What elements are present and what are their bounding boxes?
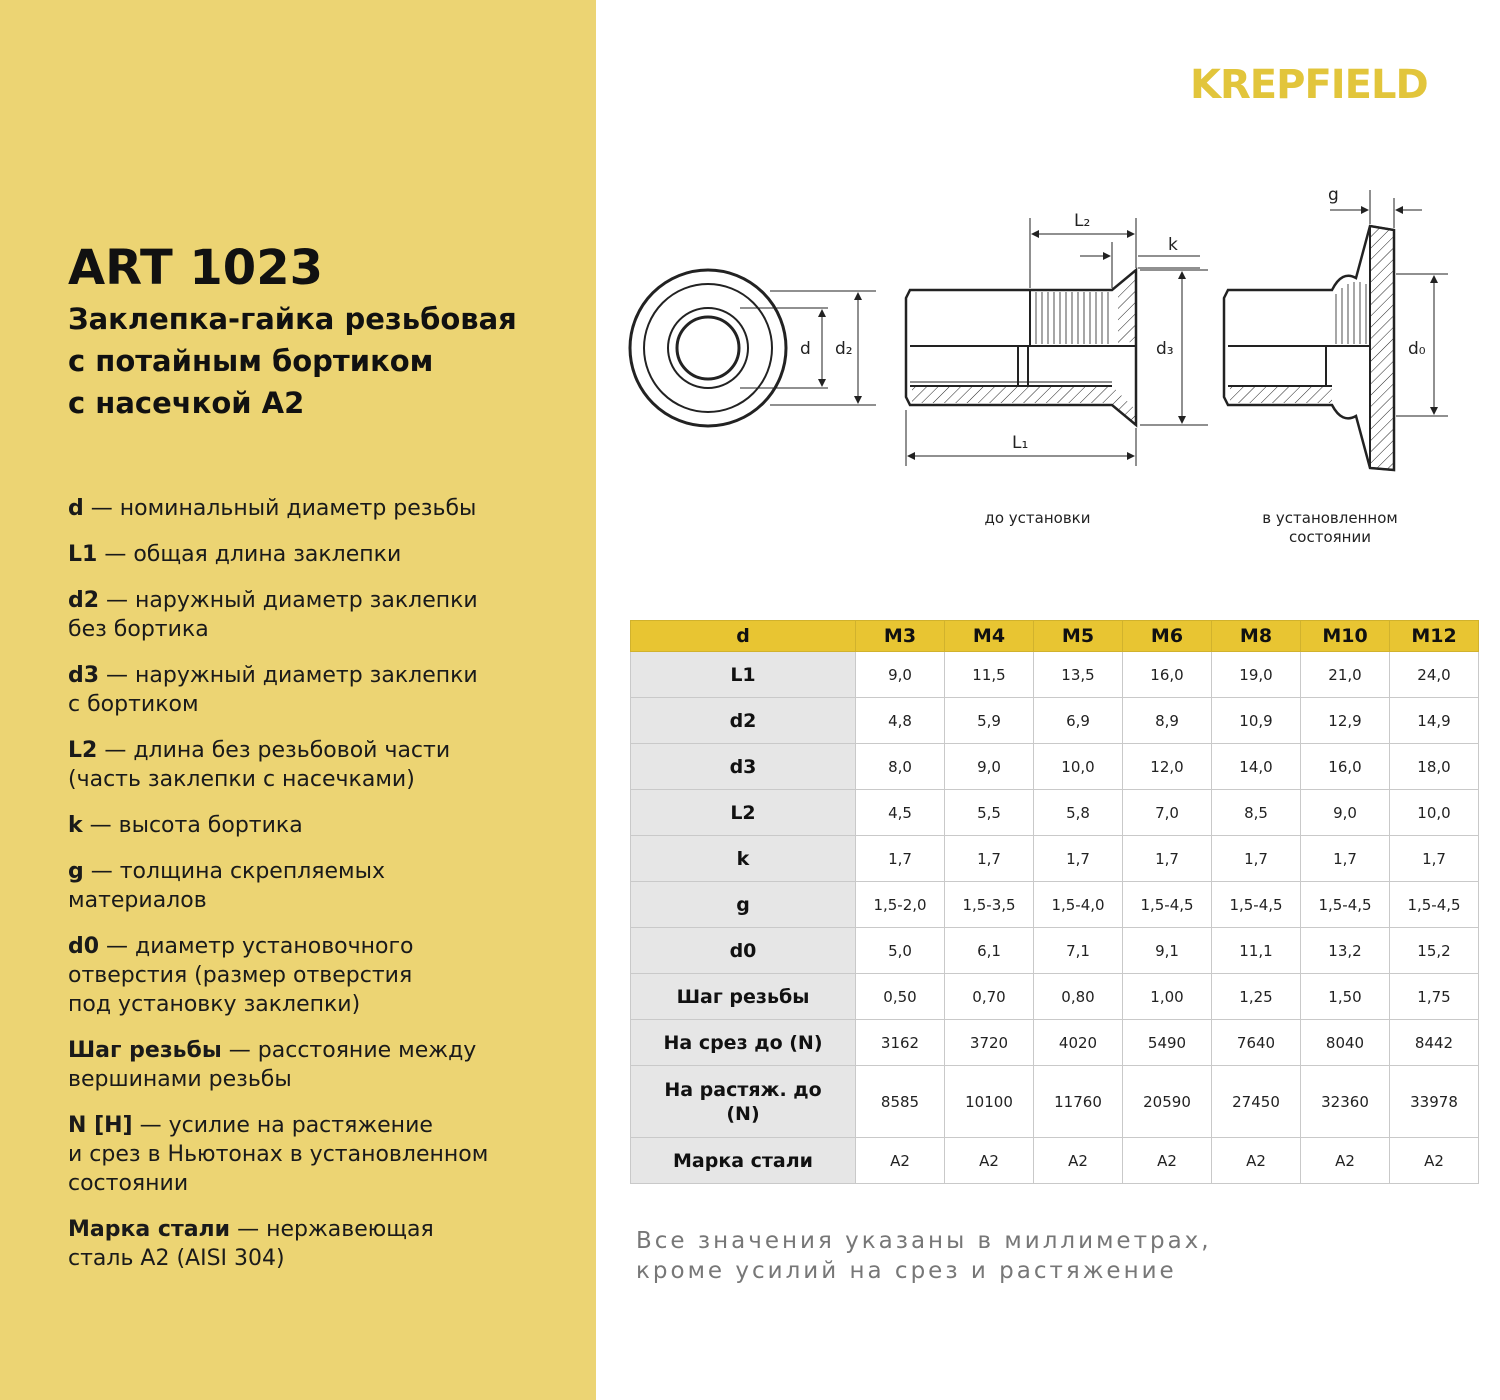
definition-text: — наружный диаметр заклепки (99, 663, 478, 688)
table-cell: 5,5 (945, 790, 1034, 836)
table-cell: 5,9 (945, 698, 1034, 744)
definition-line (68, 765, 588, 794)
table-cell: 1,5-4,5 (1212, 882, 1301, 928)
units-note (636, 1226, 1212, 1286)
definition-text: — усилие на растяжение (132, 1113, 433, 1138)
note-line: Все значения указаны в миллиметрах, (636, 1228, 1212, 1254)
table-cell: 5490 (1123, 1020, 1212, 1066)
caption-after-line: состоянии (1289, 528, 1371, 546)
table-cell: 1,7 (1301, 836, 1390, 882)
definition-text: под установку заклепки) (68, 992, 361, 1017)
table-cell: 16,0 (1123, 652, 1212, 698)
table-cell: 1,00 (1123, 974, 1212, 1020)
table-row (631, 698, 1479, 744)
caption-before-text: до установки (984, 509, 1091, 527)
table-cell: 15,2 (1390, 928, 1479, 974)
definition-text: — расстояние между (221, 1038, 477, 1063)
table-header-row (631, 621, 1479, 652)
definition-term: L2 (68, 738, 98, 763)
table-cell: 1,7 (856, 836, 945, 882)
table-cell: 21,0 (1301, 652, 1390, 698)
table-cell: 8,5 (1212, 790, 1301, 836)
definition-line (68, 1111, 588, 1140)
header-cell: M6 (1123, 621, 1212, 652)
definition-line (68, 990, 588, 1019)
row-label: g (631, 882, 856, 928)
label-g: g (1328, 185, 1339, 205)
table-cell: 3162 (856, 1020, 945, 1066)
definition-term: d (68, 496, 84, 521)
table-cell: 8040 (1301, 1020, 1390, 1066)
table-cell: 11760 (1034, 1066, 1123, 1138)
row-label: На растяж. до (N) (631, 1066, 856, 1138)
table-cell: 9,0 (945, 744, 1034, 790)
table-cell: 14,0 (1212, 744, 1301, 790)
definition-item (68, 540, 588, 569)
definition-line (68, 661, 588, 690)
table-cell: 1,7 (1390, 836, 1479, 882)
table-cell: 4,8 (856, 698, 945, 744)
table-cell: 8585 (856, 1066, 945, 1138)
table-cell: 14,9 (1390, 698, 1479, 744)
definition-item (68, 494, 588, 523)
definition-text: без бортика (68, 617, 209, 642)
table-cell: 9,0 (1301, 790, 1390, 836)
definition-line (68, 932, 588, 961)
table-row (631, 1020, 1479, 1066)
subtitle-line: с насечкой А2 (68, 386, 305, 420)
product-title (68, 298, 588, 424)
caption-after-line: в установленном (1262, 509, 1398, 527)
label-L1: L₁ (1012, 433, 1029, 453)
label-k: k (1168, 235, 1178, 255)
table-cell: 8,0 (856, 744, 945, 790)
definition-line (68, 1036, 588, 1065)
table-cell: 19,0 (1212, 652, 1301, 698)
definition-item (68, 586, 588, 644)
brand-logo: KREPFIELD (1190, 62, 1428, 108)
side-view-before (906, 270, 1136, 425)
definition-item (68, 1215, 588, 1273)
definition-item (68, 857, 588, 915)
row-label: Шаг резьбы (631, 974, 856, 1020)
definition-line (68, 811, 588, 840)
table-cell: 1,5-4,5 (1390, 882, 1479, 928)
table-cell: 1,7 (1212, 836, 1301, 882)
header-cell: M4 (945, 621, 1034, 652)
table-cell: 9,1 (1123, 928, 1212, 974)
label-d: d (800, 339, 811, 359)
definition-line (68, 1244, 588, 1273)
table-row (631, 1066, 1479, 1138)
definition-line (68, 886, 588, 915)
row-label: Марка стали (631, 1138, 856, 1184)
header-cell: M3 (856, 621, 945, 652)
table-cell: 7640 (1212, 1020, 1301, 1066)
definition-text: с бортиком (68, 692, 199, 717)
definition-term: d2 (68, 588, 100, 613)
table-cell: A2 (1390, 1138, 1479, 1184)
table-cell: 3720 (945, 1020, 1034, 1066)
definition-term: N [Н] (68, 1113, 133, 1138)
table-row (631, 1138, 1479, 1184)
definition-line (68, 857, 588, 886)
definition-text: (часть заклепки с насечками) (68, 767, 415, 792)
header-cell: M12 (1390, 621, 1479, 652)
definition-line (68, 961, 588, 990)
row-label: d0 (631, 928, 856, 974)
definition-line (68, 1169, 588, 1198)
caption-before (950, 509, 1125, 528)
table-cell: 4,5 (856, 790, 945, 836)
label-d0: d₀ (1408, 339, 1426, 359)
definition-term: d3 (68, 663, 100, 688)
header-cell: M8 (1212, 621, 1301, 652)
row-label: d3 (631, 744, 856, 790)
definition-text: — длина без резьбовой части (97, 738, 451, 763)
definition-term: Марка стали (68, 1217, 231, 1242)
table-cell: A2 (1123, 1138, 1212, 1184)
table-cell: A2 (945, 1138, 1034, 1184)
definition-text: состоянии (68, 1171, 189, 1196)
product-code: ART 1023 (68, 240, 323, 296)
table-cell: 1,7 (1034, 836, 1123, 882)
table-cell: 1,7 (945, 836, 1034, 882)
definition-item (68, 736, 588, 794)
definition-text: — толщина скрепляемых (83, 859, 386, 884)
table-cell: 1,5-3,5 (945, 882, 1034, 928)
table-cell: 1,5-4,5 (1123, 882, 1212, 928)
definition-line (68, 540, 588, 569)
table-cell: 20590 (1123, 1066, 1212, 1138)
definition-line (68, 690, 588, 719)
table-cell: 8,9 (1123, 698, 1212, 744)
row-label: k (631, 836, 856, 882)
definition-text: материалов (68, 888, 207, 913)
label-d3: d₃ (1156, 339, 1174, 359)
table-cell: 0,70 (945, 974, 1034, 1020)
table-cell: 1,25 (1212, 974, 1301, 1020)
definition-term: d0 (68, 934, 100, 959)
table-cell: 7,0 (1123, 790, 1212, 836)
definition-text: — диаметр установочного (99, 934, 414, 959)
table-row (631, 974, 1479, 1020)
table-cell: 1,75 (1390, 974, 1479, 1020)
table-cell: 33978 (1390, 1066, 1479, 1138)
definition-line (68, 494, 588, 523)
table-cell: 1,5-4,5 (1301, 882, 1390, 928)
table-cell: 1,5-2,0 (856, 882, 945, 928)
row-label: L1 (631, 652, 856, 698)
table-cell: 11,1 (1212, 928, 1301, 974)
table-row (631, 744, 1479, 790)
table-cell: 12,9 (1301, 698, 1390, 744)
definition-line (68, 1215, 588, 1244)
subtitle-line: с потайным бортиком (68, 344, 434, 378)
table-cell: 0,50 (856, 974, 945, 1020)
table-cell: 11,5 (945, 652, 1034, 698)
row-label: d2 (631, 698, 856, 744)
table-row (631, 836, 1479, 882)
table-cell: 12,0 (1123, 744, 1212, 790)
table-cell: 1,7 (1123, 836, 1212, 882)
definition-line (68, 1065, 588, 1094)
row-label: L2 (631, 790, 856, 836)
table-cell: 1,50 (1301, 974, 1390, 1020)
table-cell: 5,0 (856, 928, 945, 974)
definition-text: и срез в Ньютонах в установленном (68, 1142, 489, 1167)
table-cell: 6,9 (1034, 698, 1123, 744)
table-cell: 8442 (1390, 1020, 1479, 1066)
table-cell: 1,5-4,0 (1034, 882, 1123, 928)
table-cell: 5,8 (1034, 790, 1123, 836)
table-cell: A2 (1034, 1138, 1123, 1184)
definition-text: сталь А2 (AISI 304) (68, 1246, 285, 1271)
table-cell: A2 (1301, 1138, 1390, 1184)
definition-text: вершинами резьбы (68, 1067, 292, 1092)
left-panel (0, 0, 596, 1400)
definition-text: — высота бортика (82, 813, 303, 838)
definition-item (68, 1036, 588, 1094)
table-row (631, 790, 1479, 836)
definition-item (68, 932, 588, 1019)
table-cell: 24,0 (1390, 652, 1479, 698)
table-cell: A2 (1212, 1138, 1301, 1184)
definition-item (68, 1111, 588, 1198)
definition-line (68, 586, 588, 615)
definition-line (68, 615, 588, 644)
table-cell: 18,0 (1390, 744, 1479, 790)
table-row (631, 652, 1479, 698)
table-cell: 32360 (1301, 1066, 1390, 1138)
table-row (631, 928, 1479, 974)
table-cell: 7,1 (1034, 928, 1123, 974)
definition-term: Шаг резьбы (68, 1038, 222, 1063)
table-cell: 0,80 (1034, 974, 1123, 1020)
table-row (631, 882, 1479, 928)
subtitle-line: Заклепка-гайка резьбовая (68, 302, 517, 336)
definition-line (68, 1140, 588, 1169)
definition-term: k (68, 813, 83, 838)
header-cell: M10 (1301, 621, 1390, 652)
caption-after (1240, 509, 1420, 547)
definition-text: — нержавеющая (230, 1217, 434, 1242)
definition-item (68, 661, 588, 719)
definition-text: отверстия (размер отверстия (68, 963, 413, 988)
definition-text: — номинальный диаметр резьбы (83, 496, 477, 521)
table-cell: 10,0 (1034, 744, 1123, 790)
definitions-list (68, 494, 588, 1290)
spec-table (630, 620, 1479, 1184)
table-cell: 10100 (945, 1066, 1034, 1138)
row-label: На срез до (N) (631, 1020, 856, 1066)
table-cell: 10,9 (1212, 698, 1301, 744)
definition-line (68, 736, 588, 765)
table-cell: 4020 (1034, 1020, 1123, 1066)
note-line: кроме усилий на срез и растяжение (636, 1258, 1177, 1284)
side-view-after (1224, 226, 1394, 470)
label-L2: L₂ (1074, 211, 1091, 231)
table-cell: 6,1 (945, 928, 1034, 974)
table-cell: 16,0 (1301, 744, 1390, 790)
table-cell: A2 (856, 1138, 945, 1184)
table-cell: 13,5 (1034, 652, 1123, 698)
header-cell: M5 (1034, 621, 1123, 652)
header-cell-d: d (631, 621, 856, 652)
table-cell: 13,2 (1301, 928, 1390, 974)
table-cell: 27450 (1212, 1066, 1301, 1138)
label-d2: d₂ (835, 339, 853, 359)
definition-text: — наружный диаметр заклепки (99, 588, 478, 613)
definition-term: L1 (68, 542, 98, 567)
table-cell: 10,0 (1390, 790, 1479, 836)
definition-item (68, 811, 588, 840)
definition-text: — общая длина заклепки (97, 542, 402, 567)
table-cell: 9,0 (856, 652, 945, 698)
definition-term: g (68, 859, 84, 884)
